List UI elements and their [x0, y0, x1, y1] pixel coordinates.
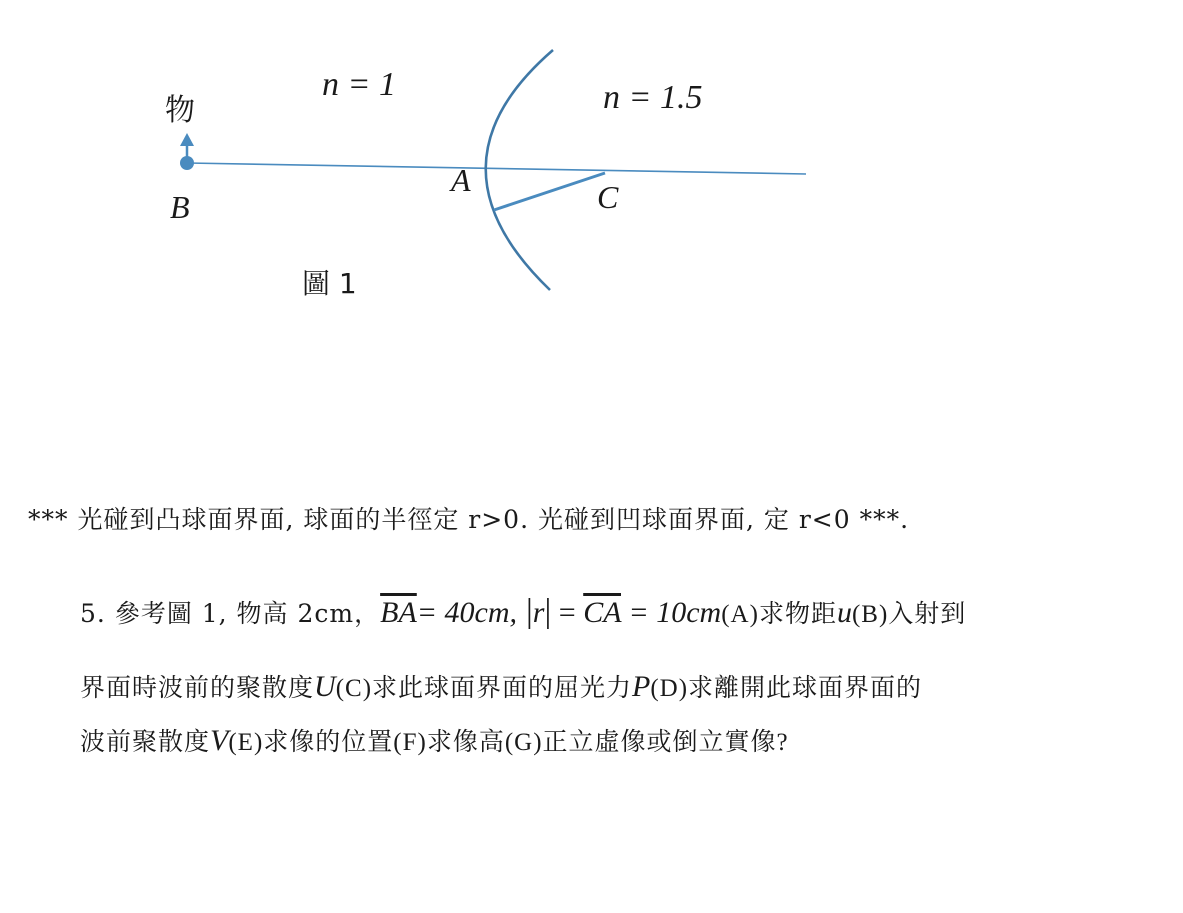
point-b-dot: [180, 156, 194, 170]
point-a-label: A: [451, 162, 471, 198]
object-label: 物: [165, 93, 195, 128]
problem-line-1: [80, 593, 1180, 631]
radius-line-ca: [494, 173, 605, 210]
figure-caption: 圖 1: [302, 267, 357, 300]
problem-line-2: [80, 668, 1180, 704]
ba-value: = 40cm,: [416, 596, 518, 629]
ca-value: = 10cm: [621, 596, 722, 629]
U-symbol: U: [314, 670, 336, 703]
point-b-label: B: [170, 189, 190, 225]
ca-label: $\overline{CA}$: [583, 596, 621, 629]
point-c-label: C: [597, 179, 619, 215]
ba-label: $\overline{BA}$: [380, 596, 417, 629]
problem-intro: 參考圖 1, 物高 2cm，: [114, 599, 381, 628]
part-d: (D)求離開此球面界面的: [650, 675, 923, 702]
part-c: (C)求此球面界面的屈光力: [335, 675, 633, 702]
figure-1-diagram: [0, 0, 1183, 320]
equals-sign: =: [551, 596, 584, 629]
part-b: (B)入射到: [851, 601, 967, 628]
u-symbol: u: [836, 596, 852, 629]
line3-text: 波前聚散度: [80, 727, 211, 756]
problem-number: 5.: [80, 599, 106, 628]
sign-convention-note: *** 光碰到凸球面界面, 球面的半徑定 r>0. 光碰到凹球面界面, 定 r<0 ***.: [28, 505, 910, 534]
P-symbol: P: [632, 670, 651, 703]
optical-axis: [187, 163, 806, 174]
refractive-index-left: n = 1: [322, 66, 396, 103]
refractive-index-right: n = 1.5: [603, 79, 703, 116]
part-efg: (E)求像的位置(F)求像高(G)正立虛像或倒立實像?: [228, 729, 789, 756]
V-symbol: V: [210, 724, 229, 757]
r-symbol: r: [532, 596, 545, 629]
problem-line-3: [80, 722, 1180, 758]
object-arrow-head: [180, 133, 194, 146]
part-a: (A)求物距: [721, 601, 837, 628]
abs-close: |: [544, 593, 552, 630]
abs-open: |: [525, 593, 533, 630]
line2-text: 界面時波前的聚散度: [80, 673, 315, 702]
